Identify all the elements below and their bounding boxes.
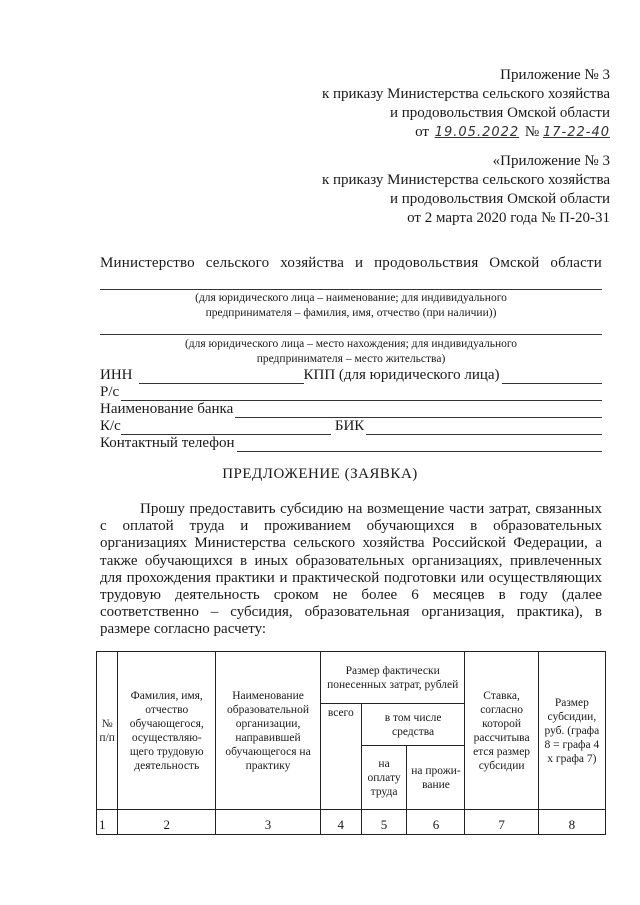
column-numbers-row [97, 810, 606, 835]
phone-row [100, 434, 602, 452]
bik-field[interactable] [366, 420, 602, 435]
ministry-word: Омской [489, 255, 540, 271]
rs-field[interactable] [121, 386, 602, 401]
column-number: 8 [538, 810, 605, 835]
bank-label: Наименование банка [100, 401, 234, 417]
ks-bik-row [100, 417, 602, 435]
column-number: 4 [320, 810, 361, 835]
header-including: в том числе средства [361, 704, 465, 746]
ministry-word: сельского [205, 255, 270, 271]
handwritten-number: 17-22-40 [542, 125, 610, 140]
bank-row [100, 400, 602, 418]
header-living: на прожи-вание [407, 746, 465, 810]
request-paragraph: Прошу предоставить субсидию на возмещение части затрат, связанных с оплатой труда и проживанием обучающихся в образовательных организациях Министерства сельского хозяйства Российской Федерации, а также обучающихся в иных образовательных организациях, привлеченных для прохождения практики и практической подготовки или осуществляющих трудовую деятельность сроком не более 6 месяцев в году (далее соответственно – субсидия, образовательная организация, практика), в размере согласно расчету: [100, 501, 602, 638]
applicant-name [100, 255, 602, 272]
header-subsidy: Размер субсидии, руб. (графа 8 = графа 4 x графа 7) [538, 652, 605, 810]
inn-label: ИНН [100, 367, 133, 383]
phone-label: Контактный телефон [100, 435, 235, 451]
number-prefix: № [524, 124, 540, 140]
phone-field[interactable] [237, 437, 603, 452]
caption-line: предпринимателя – фамилия, имя, отчество (при наличии)) [205, 307, 497, 319]
inn-field[interactable] [139, 369, 304, 384]
appendix-title: Приложение № 3 [500, 67, 610, 83]
ministry-word: Министерство [100, 255, 195, 271]
column-number: 2 [118, 810, 216, 835]
ministry-word: продовольствия [374, 255, 479, 271]
name-caption [100, 291, 602, 321]
inn-kpp-row [100, 366, 602, 384]
header-student-name: Фамилия, имя, отчество обучающегося, осуществляю-щего трудовую деятельность [118, 652, 216, 810]
column-number: 7 [465, 810, 538, 835]
bik-label: БИК [334, 418, 365, 434]
caption-line: предпринимателя – место жительства) [256, 353, 446, 365]
ks-label: К/с [100, 418, 121, 434]
ks-field[interactable] [121, 420, 331, 435]
appendix-ministry-line: и продовольствия Омской области [389, 105, 610, 121]
header-rate: Ставка, согласно которой рассчитыва ется размер субсидии [465, 652, 538, 810]
name-underline [100, 289, 602, 290]
header-organization: Наименование образовательной организации, направившей обучающегося на практику [216, 652, 321, 810]
column-number: 3 [216, 810, 321, 835]
header-number: № п/п [97, 652, 118, 810]
caption-line: (для юридического лица – наименование; для индивидуального [195, 292, 507, 304]
original-appendix-title: «Приложение № 3 [492, 153, 610, 169]
column-number: 5 [361, 810, 407, 835]
appendix-current-header [322, 66, 610, 142]
address-line [100, 334, 602, 335]
appendix-date-line [322, 123, 610, 142]
original-ministry-line: и продовольствия Омской области [389, 191, 610, 207]
caption-line: (для юридического лица – место нахождения; для индивидуального [184, 338, 518, 350]
header-costs: Размер фактически понесенных затрат, рублей [320, 652, 465, 704]
column-number: 1 [97, 810, 118, 835]
header-total: всего [320, 704, 361, 810]
original-order-line: к приказу Министерства сельского хозяйства [321, 172, 610, 188]
bank-field[interactable] [235, 403, 602, 418]
appendix-original-header [322, 152, 610, 228]
handwritten-date: 19.05.2022 [434, 125, 520, 140]
kpp-label: КПП (для юридического лица) [303, 367, 500, 383]
rs-label: Р/с [100, 384, 120, 400]
from-prefix: от [415, 124, 429, 140]
column-number: 6 [407, 810, 465, 835]
ministry-word: хозяйства [280, 255, 345, 271]
appendix-order-line: к приказу Министерства сельского хозяйства [321, 86, 610, 102]
header-pay: на оплату труда [361, 746, 407, 810]
document-heading: ПРЕДЛОЖЕНИЕ (ЗАЯВКА) [222, 466, 418, 482]
original-date-line: от 2 марта 2020 года № П-20-31 [407, 210, 610, 226]
ministry-word: и [354, 255, 364, 271]
calculation-table [96, 651, 606, 835]
kpp-field[interactable] [502, 369, 602, 384]
address-caption [100, 337, 602, 367]
ministry-word: области [550, 255, 602, 271]
request-body [100, 501, 602, 639]
rs-row [100, 383, 602, 401]
